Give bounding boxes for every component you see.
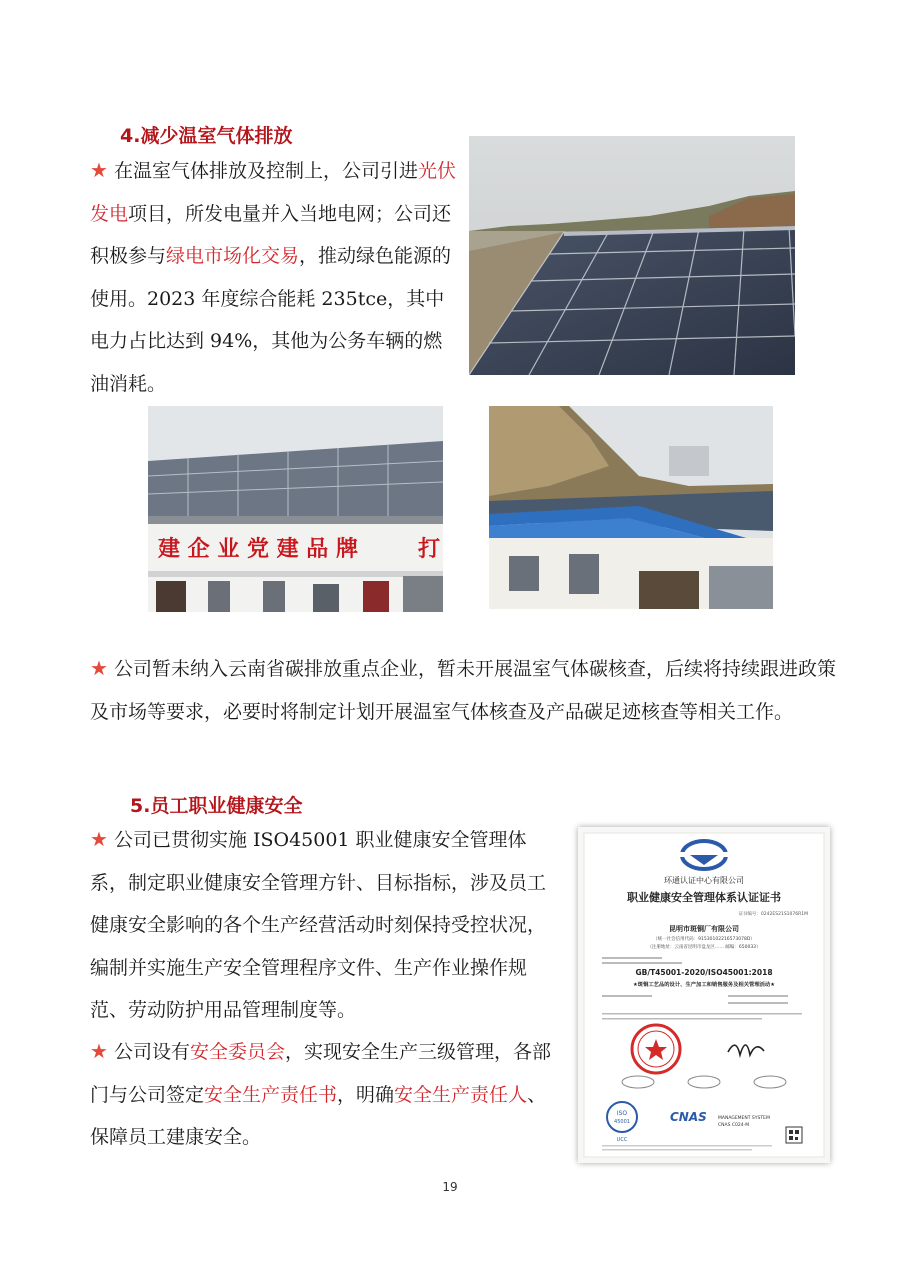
section-5-paragraph-1 [90, 818, 560, 1032]
solar-panels-photo [469, 136, 795, 375]
highlight-safety-committee: 安全委员会 [189, 1041, 285, 1063]
cert-title: 职业健康安全管理体系认证证书 [627, 891, 781, 904]
text-run: 在温室气体排放及控制上，公司引进 [113, 160, 418, 182]
star-bullet-icon: ★ [90, 158, 108, 182]
star-bullet-icon: ★ [90, 1039, 108, 1063]
blue-roof-building-photo [489, 406, 773, 609]
text-run: ，推动绿色能源的使用。2023 年度综合能耗 235tce，其中电力占比达到 94%，其他为公务车辆的燃油消耗。 [90, 245, 452, 395]
iso-sub: UCC [616, 1137, 628, 1143]
cert-company: 昆明市斑铜厂有限公司 [669, 925, 739, 933]
highlight-green-power-trading: 绿电市场化交易 [166, 245, 300, 267]
party-building-sign: 建 企 业 党 建 品 牌 [158, 537, 358, 562]
cnas-label: CNAS [670, 1110, 707, 1124]
text-run: ，实现安全生产三级管理，各部门与公司签定 [90, 1041, 551, 1106]
iso-label: ISO [616, 1110, 628, 1117]
highlight-solar-power: 光伏发电 [90, 160, 456, 225]
cnas-code: CNAS C024-M [718, 1123, 750, 1128]
section-5-paragraph-2 [90, 1030, 560, 1159]
star-bullet-icon: ★ [90, 656, 108, 680]
star-bullet-icon: ★ [90, 827, 108, 851]
text-run: 项目，所发电量并入当地电网；公司还积极参与 [90, 202, 452, 267]
cert-address: （注册地址：云南省昆明市盘龙区…… 邮编：650033） [647, 945, 761, 950]
section-4-paragraph-1 [90, 149, 460, 405]
building-solar-photo [148, 406, 443, 612]
text-run: 、保障员工建康安全。 [90, 1083, 547, 1148]
text-run: 公司暂未纳入云南省碳排放重点企业，暂未开展温室气体碳核查，后续将持续跟进政策及市场等要求，必要时将制定计划开展温室气体核查及产品碳足迹核查等相关工作。 [90, 658, 836, 723]
cnas-sub: MANAGEMENT SYSTEM [718, 1116, 770, 1121]
sign-fragment: 打 [418, 537, 441, 562]
text-run: 公司已贯彻实施 ISO45001 职业健康安全管理体系，制定职业健康安全管理方针、目标指标，涉及员工健康安全影响的各个生产经营活动时刻保持受控状况，编制并实施生产安全管理程序文件、生产作业操作规范、劳动防护用品管理制度等。 [90, 829, 547, 1021]
ohs-certificate-image [578, 827, 830, 1163]
cert-scope: ★斑铜工艺品的设计、生产加工和销售服务及相关管理活动★ [633, 982, 775, 988]
highlight-safety-responsible-person: 安全生产责任人 [394, 1083, 528, 1106]
section-4-paragraph-2 [90, 647, 842, 733]
cert-credit-code: （统一社会信用代码：91530102216573078D） [653, 937, 755, 942]
iso-number: 45001 [614, 1119, 630, 1125]
page-number: 19 [442, 1180, 458, 1194]
text-run: 公司设有 [113, 1041, 190, 1063]
cert-issuer: 环通认证中心有限公司 [664, 876, 744, 885]
section-5-heading: 5.员工职业健康安全 [130, 795, 303, 817]
section-4-heading: 4.减少温室气体排放 [120, 125, 293, 147]
highlight-safety-responsibility-letter: 安全生产责任书 [204, 1083, 338, 1106]
cert-number: 证书编号：0242ES21S1076R1M [738, 912, 808, 917]
cert-standard: GB/T45001-2020/ISO45001:2018 [635, 968, 773, 977]
text-run: ，明确 [337, 1083, 395, 1106]
